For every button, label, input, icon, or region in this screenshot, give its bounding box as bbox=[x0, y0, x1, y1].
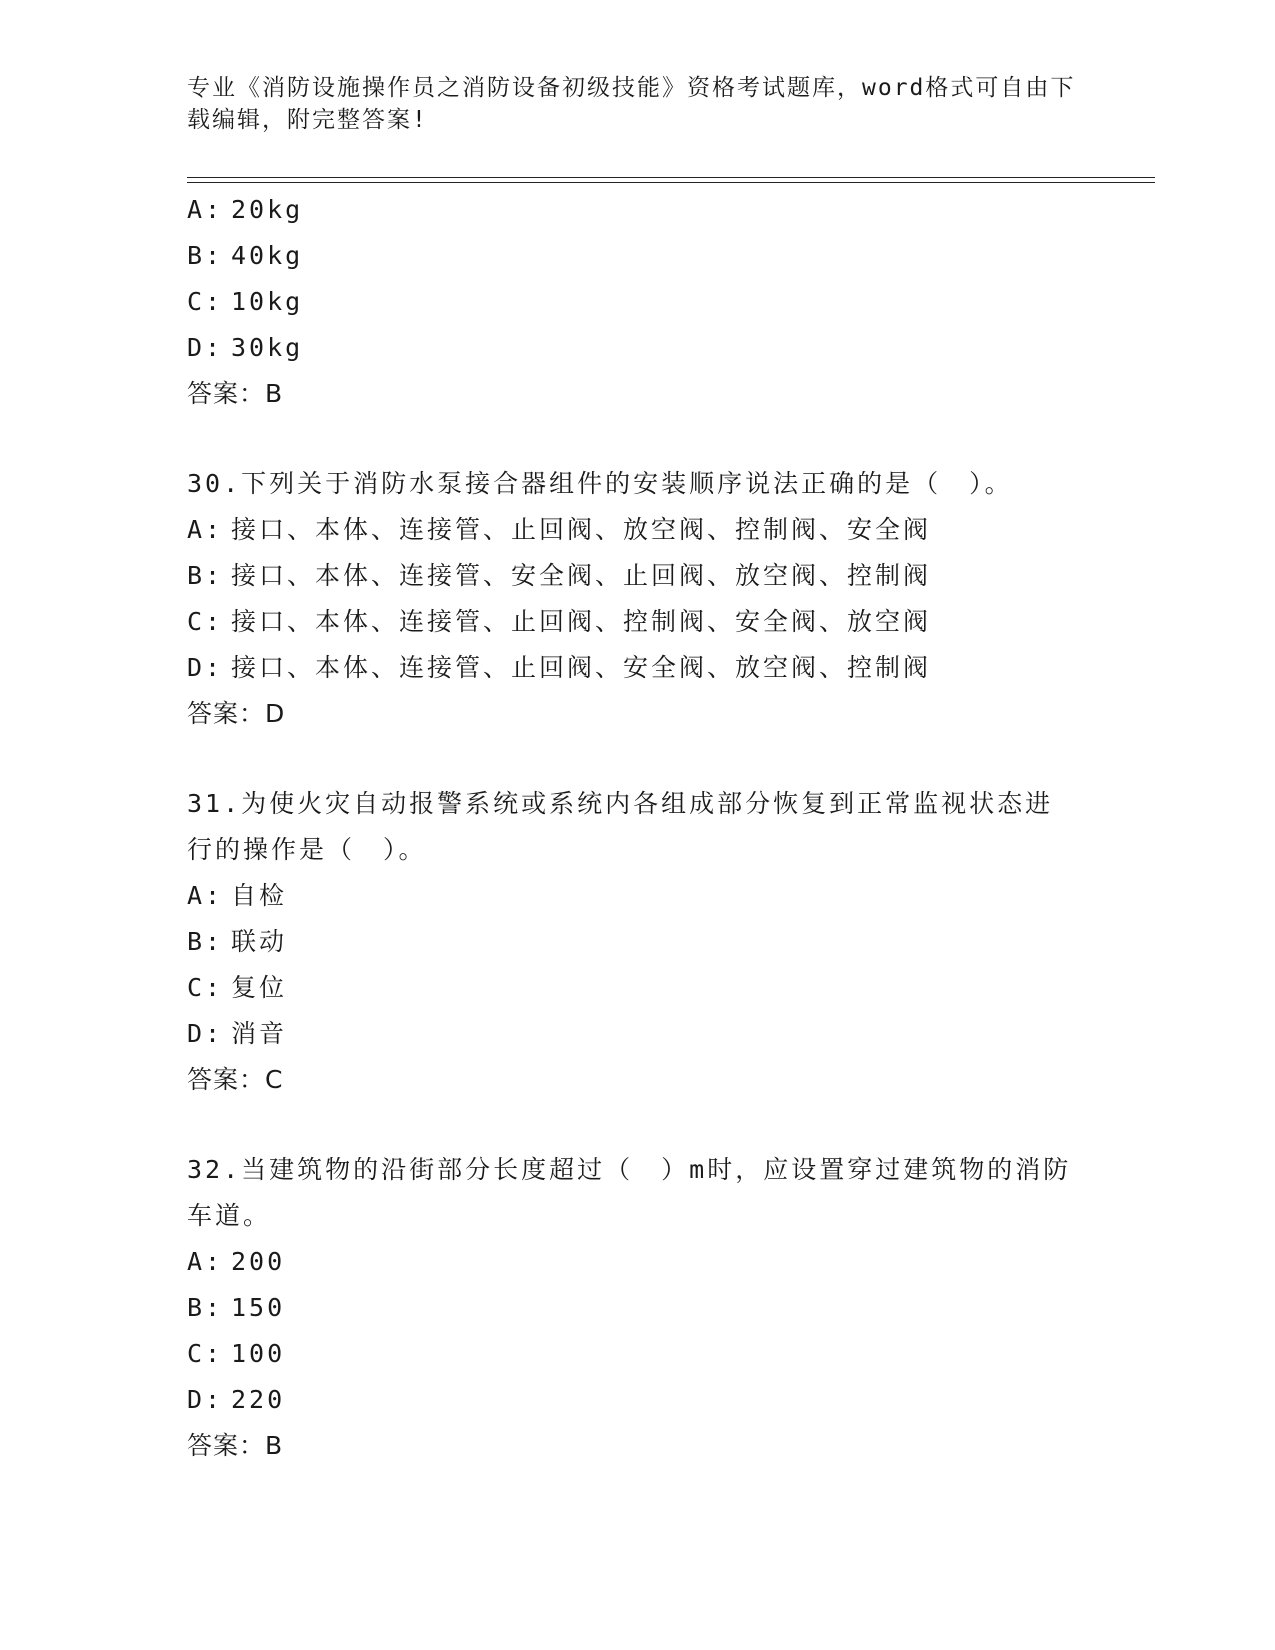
option-d: D: 消音 bbox=[187, 1019, 288, 1048]
option-b: B: 150 bbox=[187, 1293, 286, 1322]
option-a: A: 20kg bbox=[187, 195, 304, 224]
header-rule-top bbox=[187, 177, 1155, 178]
question-29-continued bbox=[187, 187, 1087, 417]
answer-line: 答案：B bbox=[187, 1431, 284, 1460]
question-stem: 32.当建筑物的沿街部分长度超过（ ）m时，应设置穿过建筑物的消防车道。 bbox=[187, 1155, 1072, 1230]
option-c: C: 10kg bbox=[187, 287, 304, 316]
option-a: A: 自检 bbox=[187, 881, 288, 910]
question-stem: 31.为使火灾自动报警系统或系统内各组成部分恢复到正常监视状态进行的操作是（ ）。 bbox=[187, 789, 1054, 864]
header-rule-bottom bbox=[187, 182, 1155, 183]
answer-line: 答案：C bbox=[187, 1065, 284, 1094]
question-stem: 30.下列关于消防水泵接合器组件的安装顺序说法正确的是（ ）。 bbox=[187, 469, 1013, 498]
option-c: C: 接口、本体、连接管、止回阀、控制阀、安全阀、放空阀 bbox=[187, 607, 932, 636]
question-list bbox=[187, 187, 1087, 1469]
option-d: D: 接口、本体、连接管、止回阀、安全阀、放空阀、控制阀 bbox=[187, 653, 932, 682]
option-b: B: 40kg bbox=[187, 241, 304, 270]
option-b: B: 接口、本体、连接管、安全阀、止回阀、放空阀、控制阀 bbox=[187, 561, 932, 590]
option-c: C: 100 bbox=[187, 1339, 286, 1368]
option-c: C: 复位 bbox=[187, 973, 288, 1002]
question-32 bbox=[187, 1147, 1087, 1469]
option-a: A: 接口、本体、连接管、止回阀、放空阀、控制阀、安全阀 bbox=[187, 515, 932, 544]
question-31 bbox=[187, 781, 1087, 1103]
question-30 bbox=[187, 461, 1087, 737]
option-b: B: 联动 bbox=[187, 927, 288, 956]
document-header: 专业《消防设施操作员之消防设备初级技能》资格考试题库，word格式可自由下载编辑，附完整答案! bbox=[187, 75, 1076, 133]
option-d: D: 30kg bbox=[187, 333, 304, 362]
option-a: A: 200 bbox=[187, 1247, 286, 1276]
answer-line: 答案：D bbox=[187, 699, 286, 728]
option-d: D: 220 bbox=[187, 1385, 286, 1414]
answer-line: 答案：B bbox=[187, 379, 284, 408]
